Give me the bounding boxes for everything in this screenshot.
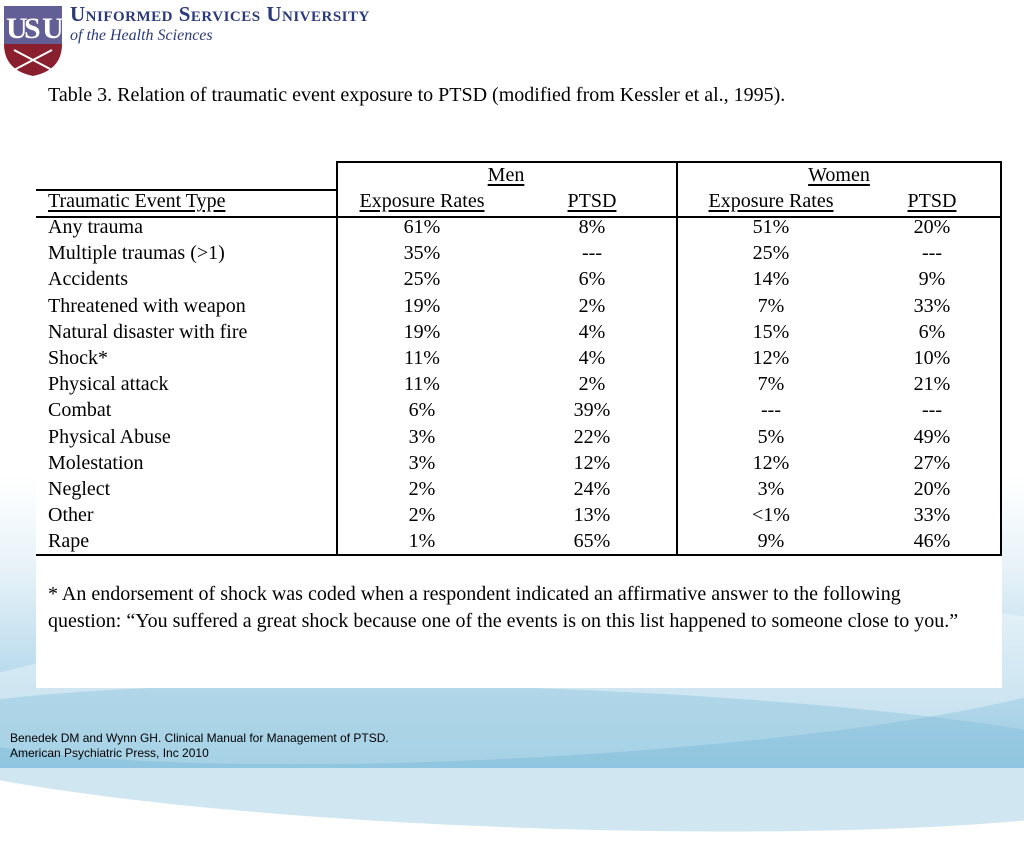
university-title (70, 2, 370, 45)
cell-women-ptsd: 9% (918, 268, 946, 291)
cell-women-ptsd: --- (922, 399, 942, 422)
cell-men-exposure: 2% (408, 478, 436, 500)
citation-line-2: American Psychiatric Press, Inc 2010 (10, 746, 209, 760)
cell-women-exposure: 51% (752, 216, 790, 238)
group-header-men: Men (487, 164, 525, 186)
cell-event-type: Threatened with weapon (48, 294, 246, 317)
table-caption: Table 3. Relation of traumatic event exposure to PTSD (modified from Kessler et al., 1995). (48, 84, 786, 106)
cell-men-exposure: 3% (408, 425, 436, 448)
cell-men-ptsd: 12% (573, 451, 611, 474)
cell-women-ptsd: 33% (913, 294, 951, 317)
cell-men-ptsd: --- (582, 242, 602, 265)
cell-men-exposure: 3% (408, 451, 436, 474)
cell-event-type: Rape (48, 530, 90, 553)
cell-men-ptsd: 22% (573, 425, 611, 448)
column-header-women-exposure: Exposure Rates (708, 190, 834, 212)
cell-men-exposure: 61% (403, 216, 441, 238)
cell-men-ptsd: 39% (573, 399, 611, 422)
column-header-men-ptsd: PTSD (567, 190, 617, 212)
cell-men-ptsd: 2% (578, 294, 606, 317)
cell-men-exposure: 6% (408, 399, 436, 422)
cell-women-exposure: 5% (757, 425, 785, 448)
cell-event-type: Molestation (48, 451, 144, 474)
column-header-women-ptsd: PTSD (907, 190, 957, 212)
cell-event-type: Accidents (48, 268, 128, 291)
cell-event-type: Shock* (48, 347, 108, 369)
university-subtitle: of the Health Sciences (70, 27, 213, 44)
svg-text:U: U (6, 12, 28, 45)
table-right-border (1000, 161, 1002, 556)
cell-women-ptsd: 6% (918, 320, 946, 343)
cell-women-exposure: 14% (752, 268, 790, 291)
citation (10, 731, 389, 761)
header-bottom-border (36, 216, 1002, 218)
table-bottom-border (36, 554, 1002, 556)
cell-women-exposure: 7% (757, 294, 785, 317)
cell-men-ptsd: 6% (578, 268, 606, 291)
cell-women-ptsd: 49% (913, 425, 951, 448)
cell-women-ptsd: 27% (913, 451, 951, 474)
cell-men-ptsd: 24% (573, 478, 611, 500)
cell-women-exposure: --- (761, 399, 781, 422)
cell-men-exposure: 1% (408, 530, 436, 553)
column-header-event-type: Traumatic Event Type (48, 190, 226, 212)
group-header-women: Women (808, 164, 870, 186)
cell-men-ptsd: 13% (573, 504, 611, 527)
cell-women-exposure: 25% (752, 242, 790, 265)
women-left-border (676, 161, 678, 556)
cell-women-exposure: 15% (752, 320, 790, 343)
cell-men-exposure: 25% (403, 268, 441, 291)
usu-logo (0, 0, 66, 78)
cell-women-exposure: 12% (752, 451, 790, 474)
cell-women-ptsd: 10% (913, 347, 951, 369)
cell-women-exposure: 12% (752, 347, 790, 369)
cell-event-type: Physical attack (48, 373, 169, 396)
table-footnote: * An endorsement of shock was coded when a respondent indicated an affirmative answer to the following question: “You suffered a great shock because one of the events is on this list happened to someone close to you.” (48, 583, 959, 632)
cell-women-ptsd: --- (922, 242, 942, 265)
cell-women-exposure: 7% (757, 373, 785, 396)
cell-men-exposure: 19% (403, 320, 441, 343)
cell-women-exposure: 3% (757, 478, 785, 500)
cell-women-ptsd: 46% (913, 530, 951, 553)
cell-event-type: Any trauma (48, 216, 143, 238)
cell-men-ptsd: 65% (573, 530, 611, 553)
cell-event-type: Other (48, 504, 94, 527)
cell-men-exposure: 11% (404, 347, 440, 369)
cell-women-ptsd: 21% (913, 373, 951, 396)
table-panel (36, 82, 1002, 688)
cell-women-ptsd: 20% (913, 216, 951, 238)
cell-men-exposure: 11% (404, 373, 440, 396)
cell-men-ptsd: 4% (578, 320, 606, 343)
cell-men-exposure: 2% (408, 504, 436, 527)
svg-text:U: U (42, 12, 64, 45)
cell-men-exposure: 19% (403, 294, 441, 317)
cell-event-type: Multiple traumas (>1) (48, 242, 225, 265)
table-top-border (336, 161, 1002, 163)
cell-women-exposure: 9% (757, 530, 785, 553)
men-left-border (336, 161, 338, 556)
citation-line-1: Benedek DM and Wynn GH. Clinical Manual for Management of PTSD. (10, 731, 389, 745)
cell-event-type: Combat (48, 399, 112, 422)
cell-women-exposure: <1% (752, 504, 790, 527)
svg-text:S: S (24, 12, 41, 45)
university-name: Uniformed Services University (70, 2, 370, 26)
cell-men-ptsd: 2% (578, 373, 606, 396)
cell-women-ptsd: 20% (913, 478, 951, 500)
cell-men-ptsd: 8% (578, 216, 606, 238)
cell-men-ptsd: 4% (578, 347, 606, 369)
usu-logo-mark (0, 0, 66, 78)
cell-men-exposure: 35% (403, 242, 441, 265)
column-header-men-exposure: Exposure Rates (359, 190, 485, 212)
cell-women-ptsd: 33% (913, 504, 951, 527)
cell-event-type: Physical Abuse (48, 425, 171, 448)
cell-event-type: Neglect (48, 478, 111, 500)
cell-event-type: Natural disaster with fire (48, 320, 248, 343)
